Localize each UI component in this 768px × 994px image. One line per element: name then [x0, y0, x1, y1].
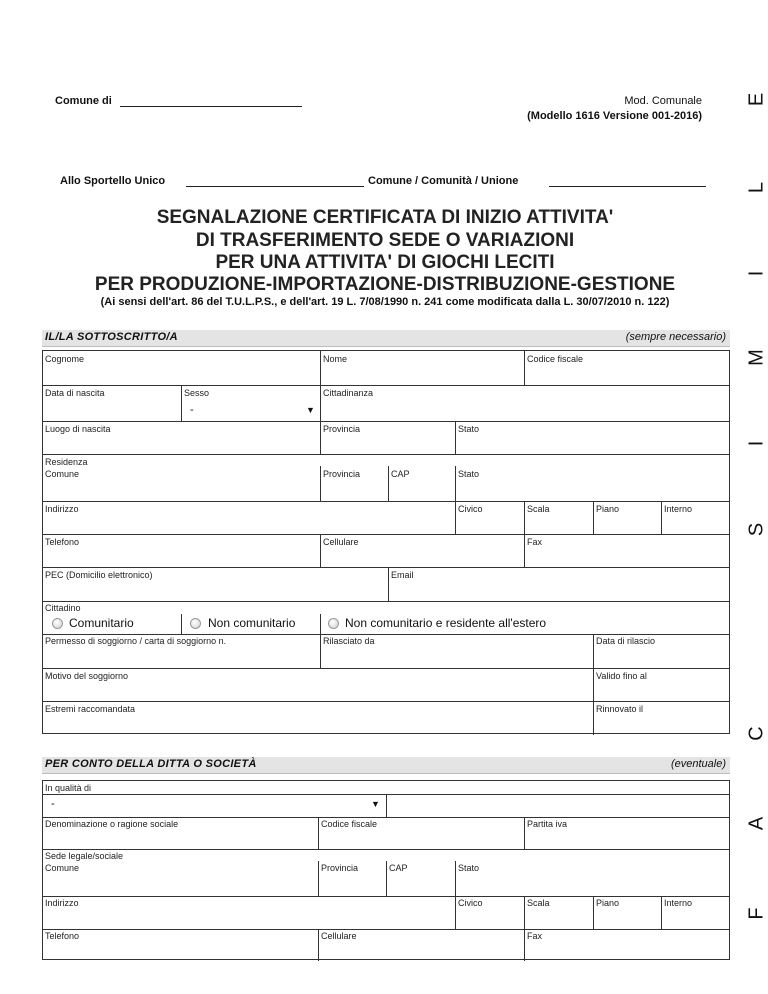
- side-letter: I: [745, 440, 768, 447]
- label-cellulare: Cellulare: [323, 537, 359, 547]
- comune-unione-label: Comune / Comunità / Unione: [368, 175, 519, 187]
- modello-version: (Modello 1616 Versione 001-2016): [527, 110, 702, 122]
- label-luogo-nascita: Luogo di nascita: [45, 424, 111, 434]
- label-cap: CAP: [391, 469, 410, 479]
- label-denominazione: Denominazione o ragione sociale: [45, 819, 179, 829]
- label-cittadinanza: Cittadinanza: [323, 388, 374, 398]
- chevron-down-icon[interactable]: ▼: [306, 405, 315, 415]
- side-letter: I: [745, 270, 768, 277]
- label-cognome: Cognome: [45, 354, 85, 364]
- side-letter: A: [745, 816, 768, 831]
- side-letter: E: [745, 92, 768, 107]
- label-cittadino: Cittadino: [45, 603, 81, 613]
- section-sottoscritto-header: [42, 330, 730, 347]
- qualita-select[interactable]: -: [51, 798, 55, 810]
- label-indirizzo: Indirizzo: [45, 504, 79, 514]
- side-letter: M: [745, 349, 768, 366]
- label-provincia: Provincia: [323, 469, 361, 479]
- ditta-form: [42, 780, 730, 960]
- section-title: IL/LA SOTTOSCRITTO/A: [45, 331, 178, 343]
- label-telefono: Telefono: [45, 931, 80, 941]
- label-interno: Interno: [664, 898, 693, 908]
- label-indirizzo: Indirizzo: [45, 898, 79, 908]
- section-title: PER CONTO DELLA DITTA O SOCIETÀ: [45, 758, 257, 770]
- label-codice-fiscale: Codice fiscale: [321, 819, 378, 829]
- section-note: (sempre necessario): [625, 331, 726, 343]
- mod-comunale: Mod. Comunale: [624, 95, 702, 107]
- label-codice-fiscale: Codice fiscale: [527, 354, 584, 364]
- label-cellulare: Cellulare: [321, 931, 357, 941]
- radio-label: Non comunitario: [208, 616, 296, 630]
- label-stato: Stato: [458, 863, 480, 873]
- label-provincia: Provincia: [323, 424, 361, 434]
- label-comune: Comune: [45, 863, 80, 873]
- side-letter: L: [745, 181, 768, 194]
- radio-comunitario[interactable]: [52, 618, 63, 629]
- label-fax: Fax: [527, 931, 543, 941]
- radio-label: Non comunitario e residente all'estero: [345, 616, 547, 630]
- radio-non-comunitario-estero[interactable]: [328, 618, 339, 629]
- radio-label: Comunitario: [69, 616, 134, 630]
- section-note: (eventuale): [670, 758, 726, 770]
- label-data-nascita: Data di nascita: [45, 388, 105, 398]
- title-line-4: PER PRODUZIONE-IMPORTAZIONE-DISTRIBUZIONE-GESTIONE: [94, 274, 676, 295]
- label-data-rilascio: Data di rilascio: [596, 636, 656, 646]
- label-scala: Scala: [527, 898, 550, 908]
- sesso-select[interactable]: -: [190, 404, 194, 416]
- label-cap: CAP: [389, 863, 408, 873]
- label-permesso: Permesso di soggiorno / carta di soggiorno n.: [45, 636, 227, 646]
- sportello-input-line[interactable]: [186, 186, 364, 187]
- comune-unione-input-line[interactable]: [549, 186, 706, 187]
- label-telefono: Telefono: [45, 537, 80, 547]
- label-sede: Sede legale/sociale: [45, 851, 124, 861]
- label-fax: Fax: [527, 537, 543, 547]
- label-civico: Civico: [458, 504, 483, 514]
- label-in-qualita: In qualità di: [45, 783, 92, 793]
- section-ditta-header: [42, 757, 730, 774]
- label-rilasciato-da: Rilasciato da: [323, 636, 375, 646]
- label-nome: Nome: [323, 354, 348, 364]
- label-comune: Comune: [45, 469, 80, 479]
- side-letter: F: [745, 907, 768, 920]
- label-pec: PEC (Domicilio elettronico): [45, 570, 153, 580]
- comune-input-line[interactable]: [120, 106, 302, 107]
- label-residenza: Residenza: [45, 457, 88, 467]
- label-stato: Stato: [458, 424, 480, 434]
- comune-label: Comune di: [55, 95, 112, 107]
- label-valido-fino: Valido fino al: [596, 671, 647, 681]
- chevron-down-icon[interactable]: ▼: [371, 799, 380, 809]
- radio-non-comunitario[interactable]: [190, 618, 201, 629]
- label-sesso: Sesso: [184, 388, 210, 398]
- label-email: Email: [391, 570, 414, 580]
- label-motivo: Motivo del soggiorno: [45, 671, 129, 681]
- label-interno: Interno: [664, 504, 693, 514]
- label-scala: Scala: [527, 504, 550, 514]
- label-stato: Stato: [458, 469, 480, 479]
- label-estremi: Estremi raccomandata: [45, 704, 136, 714]
- legal-reference: (Ai sensi dell'art. 86 del T.U.L.P.S., e dell'art. 19 L. 7/08/1990 n. 241 come modificata dalla L. 30/07/2010 n. 122): [100, 296, 670, 308]
- side-letter: C: [745, 726, 768, 741]
- side-letter: S: [745, 522, 768, 537]
- title-line-3: PER UNA ATTIVITA' DI GIOCHI LECITI: [215, 252, 555, 273]
- label-partita-iva: Partita iva: [527, 819, 568, 829]
- title-line-1: SEGNALAZIONE CERTIFICATA DI INIZIO ATTIVITA': [156, 207, 614, 228]
- label-rinnovato: Rinnovato il: [596, 704, 644, 714]
- sportello-label: Allo Sportello Unico: [60, 175, 166, 187]
- label-provincia: Provincia: [321, 863, 359, 873]
- label-piano: Piano: [596, 898, 620, 908]
- sottoscritto-form: [42, 350, 730, 734]
- label-civico: Civico: [458, 898, 483, 908]
- title-line-2: DI TRASFERIMENTO SEDE O VARIAZIONI: [195, 230, 575, 251]
- label-piano: Piano: [596, 504, 620, 514]
